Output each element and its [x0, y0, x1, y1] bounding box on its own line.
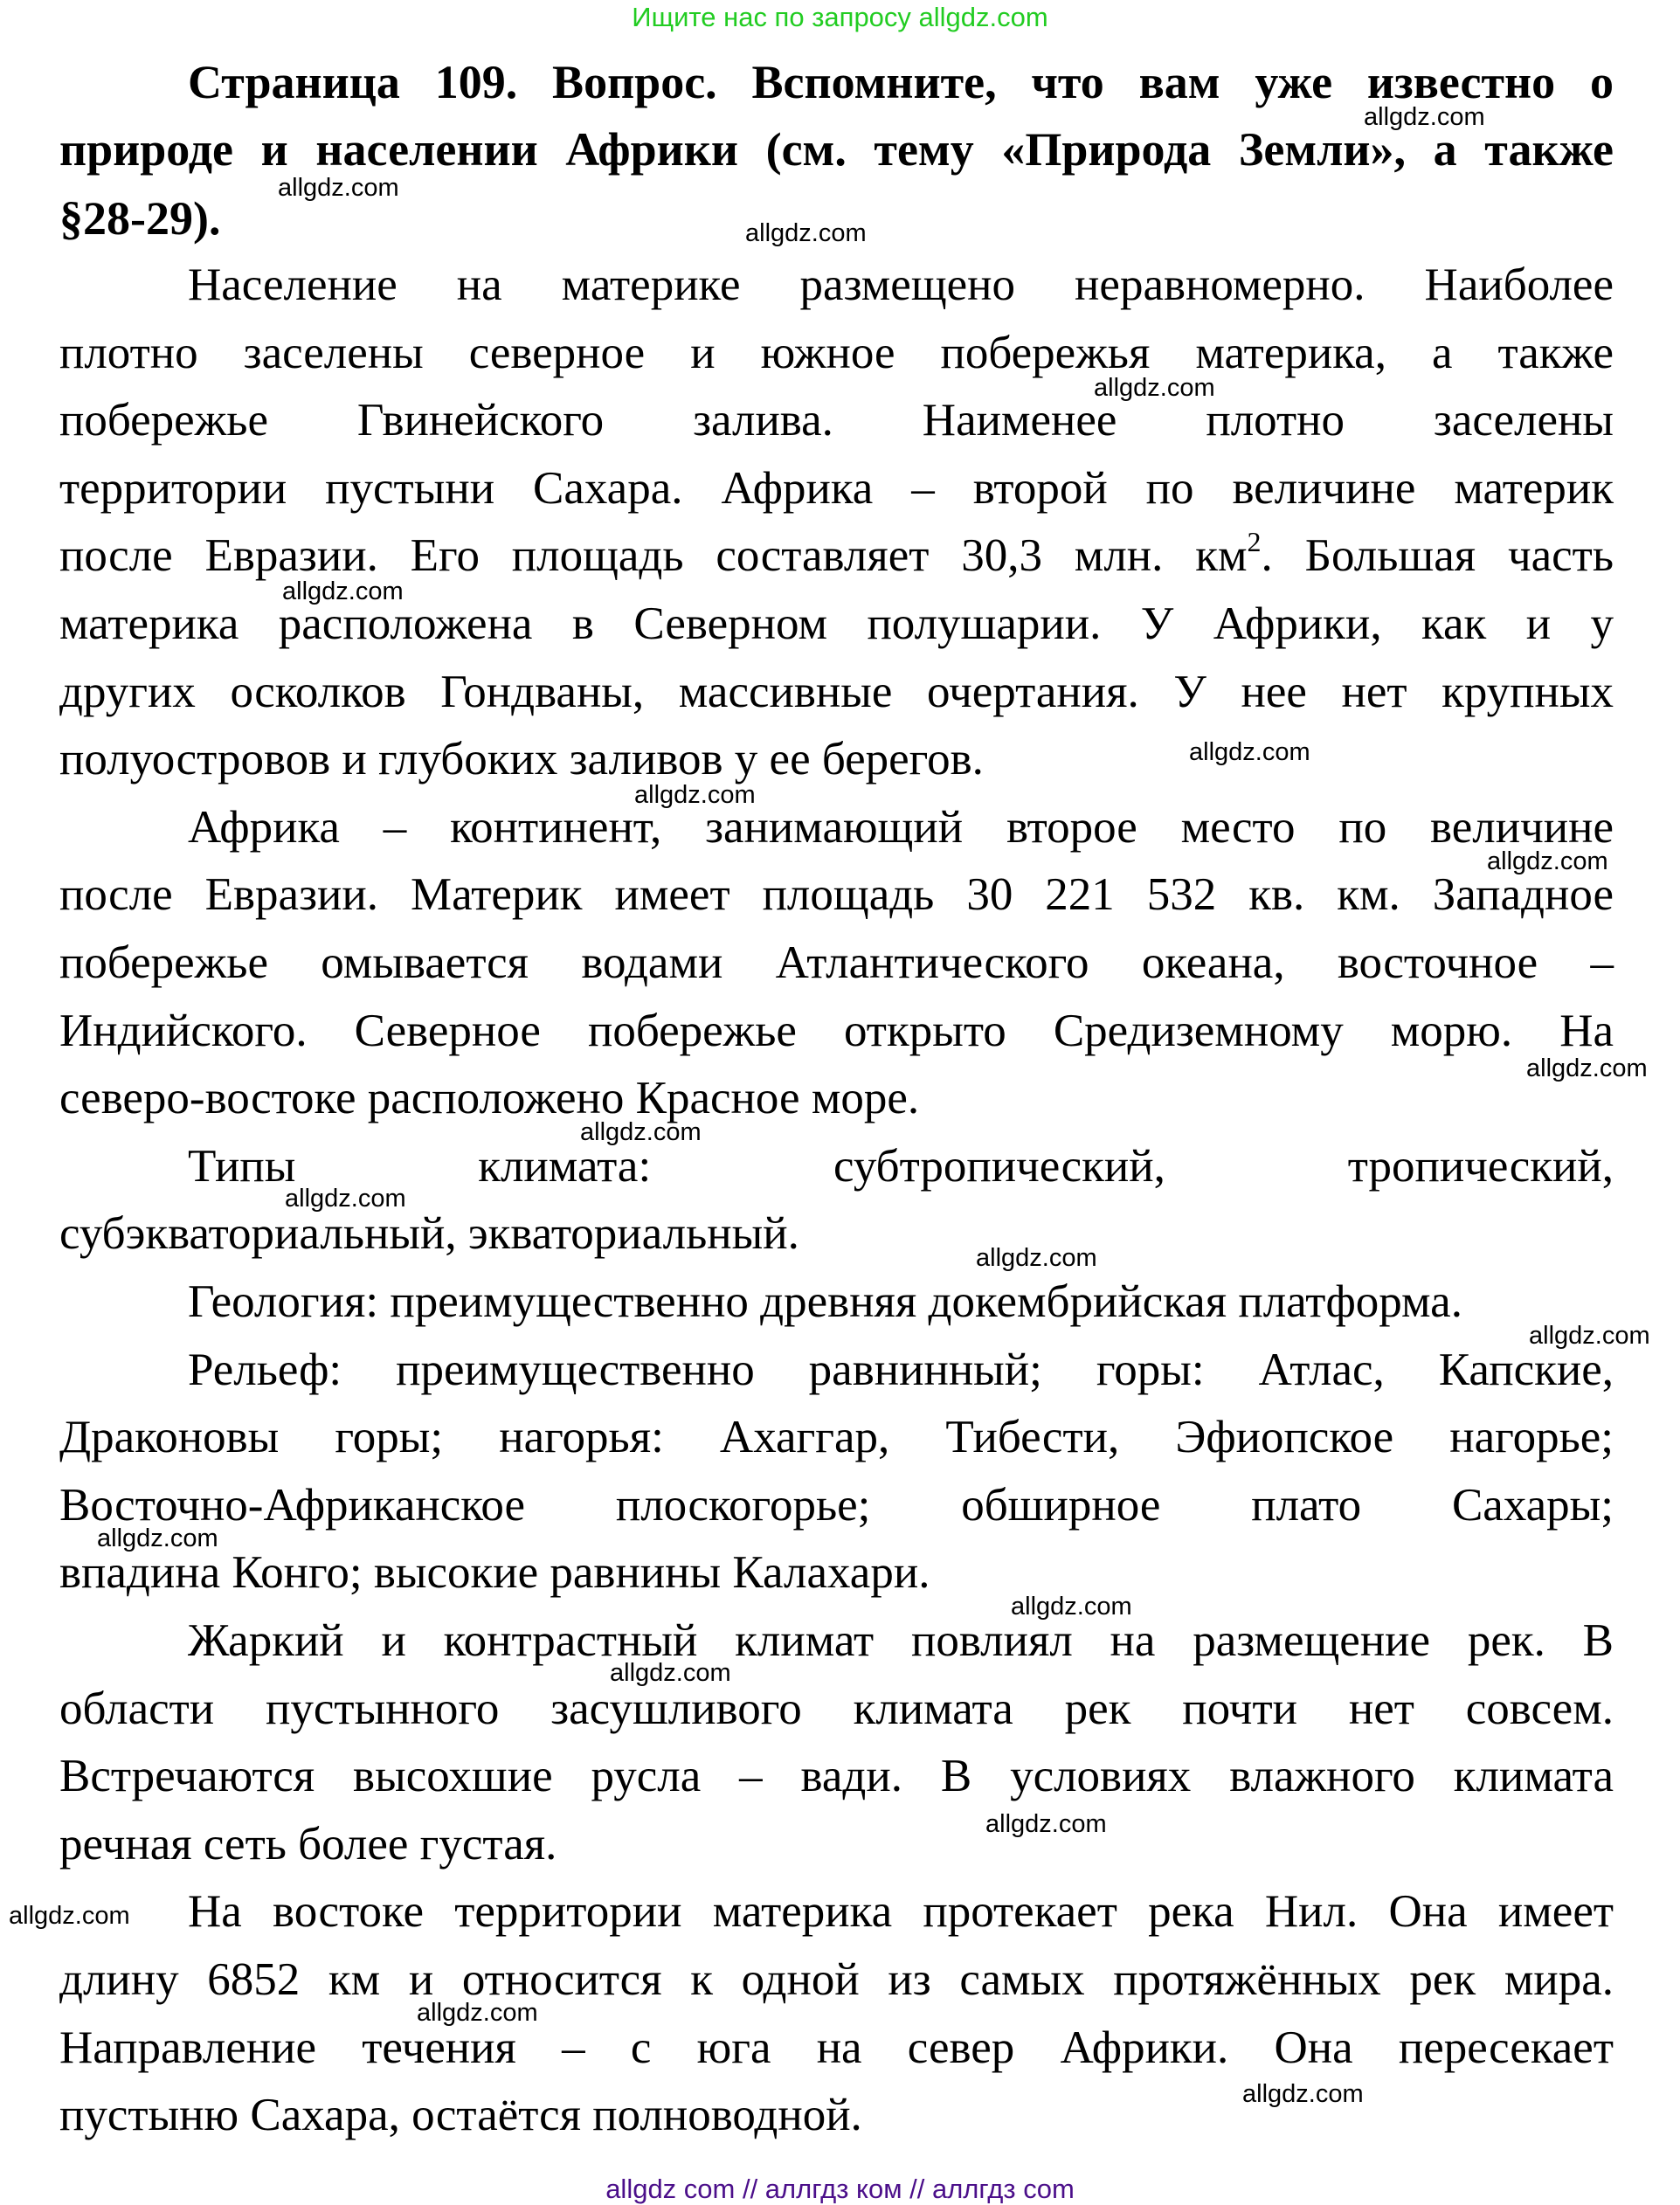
footer-banner: allgdz com // аллгдз ком // аллгдз com [605, 2174, 1075, 2204]
paragraph-line: длину 6852 км и относится к одной из самых протяжённых рек мира. [59, 1954, 1614, 2005]
paragraph-line: Жаркий и контрастный климат повлиял на размещение рек. В [188, 1615, 1614, 1666]
watermark: allgdz.com [417, 1999, 538, 2027]
paragraph-line: Африка – континент, занимающий второе место по величине [188, 801, 1614, 853]
paragraph-line: Рельеф: преимущественно равнинный; горы: Атлас, Капские, [188, 1344, 1614, 1395]
paragraph-line: территории пустыни Сахара. Африка – второй по величине материк [59, 462, 1614, 514]
paragraph-line: материка расположена в Северном полушарии. У Африки, как и у [59, 598, 1614, 649]
watermark: allgdz.com [580, 1118, 702, 1146]
watermark: allgdz.com [634, 781, 756, 809]
watermark: allgdz.com [976, 1244, 1097, 1272]
watermark: allgdz.com [985, 1810, 1107, 1838]
watermark: allgdz.com [282, 577, 404, 605]
paragraph-line: после Евразии. Материк имеет площадь 30 221 532 кв. км. Западное [59, 869, 1614, 921]
search-banner: Ищите нас по запросу allgdz.com [632, 2, 1048, 32]
paragraph-line: Драконовы горы; нагорья: Ахаггар, Тибести, Эфиопское нагорье; [59, 1412, 1614, 1463]
watermark: allgdz.com [1529, 1322, 1650, 1350]
paragraph-line: северо-востоке расположено Красное море. [59, 1073, 920, 1124]
watermark: allgdz.com [1011, 1593, 1132, 1621]
watermark: allgdz.com [745, 219, 867, 247]
paragraph-line: Восточно-Африканское плоскогорье; обширное плато Сахары; [59, 1479, 1614, 1531]
paragraph-line: области пустынного засушливого климата рек почти нет совсем. [59, 1683, 1614, 1734]
title-line: Страница 109. Вопрос. Вспомните, что вам уже известно о [188, 56, 1614, 108]
watermark: allgdz.com [1526, 1054, 1648, 1082]
watermark: allgdz.com [1189, 738, 1310, 766]
line-text: после Евразии. Его площадь составляет 30,3 млн. км [59, 530, 1248, 582]
paragraph-line: побережье омывается водами Атлантического океана, восточное – [59, 937, 1614, 988]
superscript: 2 [1247, 526, 1262, 558]
paragraph-line: Население на материке размещено неравномерно. Наиболее [188, 259, 1614, 310]
watermark: allgdz.com [1242, 2080, 1364, 2108]
paragraph-line: На востоке территории материка протекает река Нил. Она имеет [188, 1886, 1614, 1938]
watermark: allgdz.com [1364, 103, 1485, 131]
watermark: allgdz.com [278, 174, 399, 202]
paragraph-line: речная сеть более густая. [59, 1818, 557, 1870]
paragraph-line: впадина Конго; высокие равнины Калахари. [59, 1547, 930, 1599]
watermark: allgdz.com [97, 1524, 218, 1552]
watermark: allgdz.com [9, 1902, 130, 1930]
line-text: . Большая часть [1261, 530, 1614, 582]
paragraph-line: пустыню Сахара, остаётся полноводной. [59, 2090, 862, 2141]
paragraph-line: побережье Гвинейского залива. Наименее плотно заселены [59, 395, 1614, 446]
watermark: allgdz.com [610, 1659, 731, 1687]
watermark: allgdz.com [1094, 374, 1215, 402]
watermark: allgdz.com [285, 1185, 406, 1213]
paragraph-line: Встречаются высохшие русла – вади. В условиях влажного климата [59, 1751, 1614, 1802]
paragraph-line: субэкваториальный, экваториальный. [59, 1208, 799, 1260]
paragraph-line: плотно заселены северное и южное побережья материка, а также [59, 327, 1614, 378]
paragraph-line: Направление течения – с юга на север Африки. Она пересекает [59, 2022, 1614, 2073]
watermark: allgdz.com [1487, 847, 1608, 875]
title-line: §28-29). [59, 192, 221, 245]
paragraph-line: Индийского. Северное побережье открыто Средиземному морю. На [59, 1005, 1614, 1056]
paragraph-line: Геология: преимущественно древняя докембрийская платформа. [188, 1276, 1462, 1327]
paragraph-line: Типы климата: субтропический, тропический, [188, 1140, 1614, 1192]
title-line: природе и населении Африки (см. тему «Природа Земли», а также [59, 123, 1614, 176]
paragraph-line: полуостровов и глубоких заливов у ее берегов. [59, 734, 984, 785]
paragraph-line: других осколков Гондваны, массивные очертания. У нее нет крупных [59, 666, 1614, 717]
